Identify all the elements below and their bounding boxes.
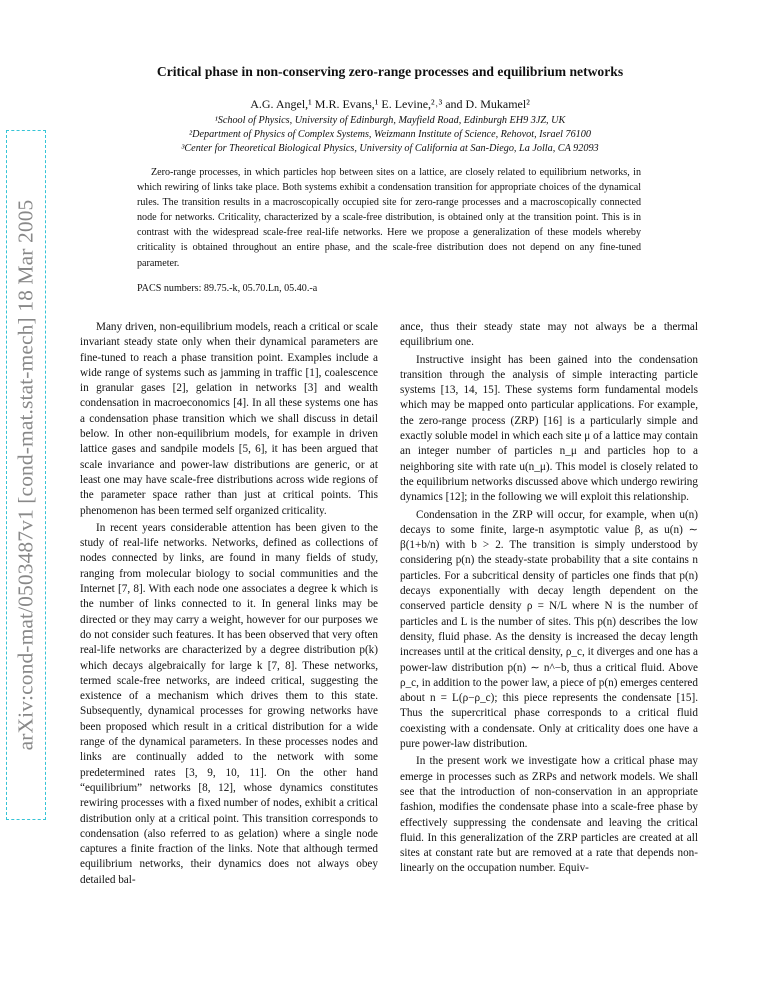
affiliation-3: ³Center for Theoretical Biological Physics, University of California at San-Diego, La Jolla, CA 92093 [181, 143, 599, 154]
right-column [400, 320, 698, 879]
affiliation-2: ²Department of Physics of Complex Systems, Weizmann Institute of Science, Rehovot, Israel 76100 [189, 129, 591, 140]
affiliation-1: ¹School of Physics, University of Edinburgh, Mayfield Road, Edinburgh EH9 3JZ, UK [214, 115, 566, 126]
paragraph: In recent years considerable attention has been given to the study of real-life networks. Networks, defined as collections of nodes connected by links, are found in many fields of study, ranging from molecular biology to social communities and the Internet [7, 8]. With each node one associates a degree k which is the number of links connected to it. In general links may be directed or they may carry a weight, however for our purposes we do not consider such features. It has been observed that very often real-life networks are characterized by a degree distribution p(k) which decays algebraically for large k [7, 8]. These networks, termed scale-free networks, are indeed critical, suggesting the existence of a mechanism which drives them to this state. Subsequently, dynamical processes for growing networks have been proposed which result in a critical distribution for a wide range of the dynamical parameters. In these processes nodes and links are continually added to the network with some predetermined rates [3, 9, 10, 11]. On the other hand “equilibrium” networks [8, 12], whose dynamics constitutes rewiring processes with a fixed number of nodes, exhibit a critical distribution only at a critical point. This transition corresponds to condensation (also referred to as gelation) where a single node captures a finite fraction of the links. Note that although termed equilibrium networks, their dynamics does not always obey detailed bal- [80, 521, 378, 886]
left-column [80, 320, 378, 890]
paragraph: ance, thus their steady state may not always be a thermal equilibrium one. [400, 321, 698, 349]
paragraph: Condensation in the ZRP will occur, for example, when u(n) decays to some finite, large-n asymptotic value β, as u(n) ∼ β(1+b/n) with b > 2. The transition is simply understood by considering p(n) the steady-state probability that a site contains n particles. For a subcritical density of particles one finds that p(n) decays exponentially with decay length dependent on the conserved particle density ρ = N/L where N is the number of particles and L is the number of sites. This p(n) describes the low density, fluid phase. As the density is increased the decay length increases until at the critical density, ρ_c, it diverges and one has a power-law distribution p(n) ∼ n^−b, thus a critical fluid. Above ρ_c, in addition to the power law, a piece of p(n) emerges centered about n = L(ρ−ρ_c); this piece represents the condensate [15]. Thus the supercritical phase corresponds to a critical fluid coexisting with a condensate. Only at criticality does one have a pure power-law distribution. [400, 508, 698, 751]
author-list: A.G. Angel,¹ M.R. Evans,¹ E. Levine,²˒³ and D. Mukamel² [250, 97, 530, 111]
pacs-numbers: PACS numbers: 89.75.-k, 05.70.Ln, 05.40.-a [137, 283, 318, 294]
arxiv-stamp [6, 130, 46, 820]
paragraph: In the present work we investigate how a critical phase may emerge in processes such as ZRPs and network models. We shall see that the introduction of non-conservation in an appropriate fashion, modifies the condensate phase into a scale-free phase by effectively suppressing the condensate and leaving the critical fluid. In this generalization of the ZRP particles are created at all sites at constant rate but are removed at a rate that depends non-linearly on the occupation number. Equiv- [400, 755, 698, 875]
paragraph: Many driven, non-equilibrium models, reach a critical or scale invariant steady state only when their dynamical parameters are fine-tuned to reach a phase transition point. Examples include a wide range of systems such as jamming in traffic [1], coalescence in granular gases [2], gelation in networks [3] and wealth condensation in macroeconomics [4]. In all these systems one has a condensation phase transition which we shall discuss in detail below. In other non-equilibrium models, for example in driven lattice gases and sandpile models [5, 6], it has been argued that scale invariance and power-law distributions are generic, or at least one may have scale-free distributions across wide regions of the parameter space rather than just at critical points. This phenomenon has been termed self organized criticality. [80, 321, 378, 517]
paper-title: Critical phase in non-conserving zero-range processes and equilibrium networks [156, 64, 624, 79]
paragraph: Instructive insight has been gained into the condensation transition through the analysis of simple interacting particle systems [13, 14, 15]. These systems form fundamental models which may be mapped onto particular applications. For example, the zero-range process (ZRP) [16] is a particularly simple and exactly soluble model in which each site μ of a lattice may contain an integer number of particles n_μ and particles hop to a neighboring site with rate u(n_μ). This model is closely related to the equilibrium networks discussed above which undergo rewiring dynamics [12]; in the following we will exploit this relationship. [400, 353, 699, 504]
arxiv-identifier: arXiv:cond-mat/0503487v1 [cond-mat.stat-mech] 18 Mar 2005 [13, 199, 38, 751]
abstract: Zero-range processes, in which particles hop between sites on a lattice, are closely related to equilibrium networks, in which rewiring of links take place. Both systems exhibit a condensation transition for appropriate choices of the dynamical rules. The transition results in a macroscopically occupied site for zero-range processes and a macroscopically connected node for networks. Criticality, characterized by a scale-free distribution, is obtained only at the transition point. This is in contrast with the widespread scale-free real-life networks. Here we propose a generalization of these models whereby criticality is obtained throughout an entire phase, and the scale-free distribution does not depend on any fine-tuned parameter. [137, 167, 641, 269]
affiliations [80, 114, 700, 156]
